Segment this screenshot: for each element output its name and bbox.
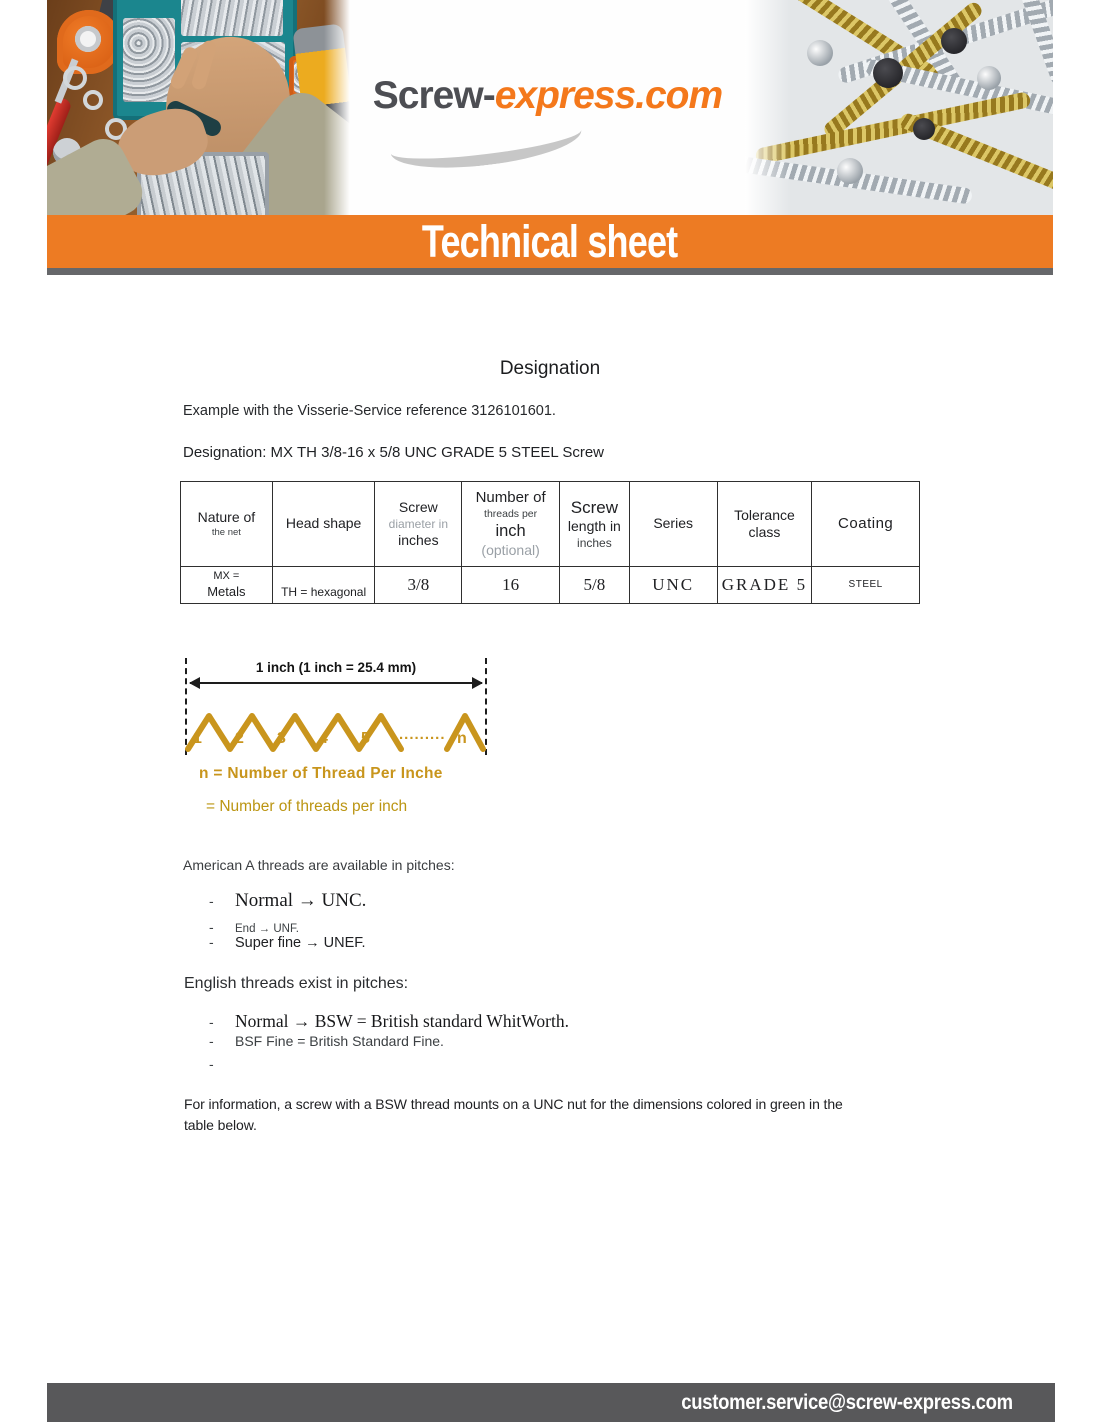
table-header-cell <box>630 482 718 566</box>
table-header-row <box>181 482 919 566</box>
diagram-caption-2: = Number of threads per inch <box>206 798 408 815</box>
thread-diagram <box>185 658 487 755</box>
header-label: Head shape <box>285 515 362 532</box>
decor-screw-head <box>977 66 1001 90</box>
table-cell <box>462 567 560 603</box>
table-cell <box>812 567 919 603</box>
cell-value: 3/8 <box>407 575 430 595</box>
decor-screw-head <box>807 40 833 66</box>
header-label: Tolerance <box>734 506 795 523</box>
header-label: Coating <box>838 514 894 532</box>
table-header-cell <box>560 482 630 566</box>
header-sublabel: inch <box>495 521 526 540</box>
designation-table <box>180 481 920 604</box>
header-label: Nature of <box>197 509 256 526</box>
table-header-cell <box>181 482 273 566</box>
list-item <box>209 890 366 912</box>
decor-screw-head <box>873 58 903 88</box>
example-line: Example with the Visserie-Service reference 3126101601. <box>183 403 556 419</box>
table-cell <box>181 567 273 603</box>
thread-number: 4 <box>319 730 328 747</box>
double-arrow <box>190 682 482 684</box>
decor-screw-head <box>837 158 863 184</box>
table-cell <box>375 567 462 603</box>
logo-text-orange: express.com <box>494 74 723 117</box>
table-header-cell <box>273 482 376 566</box>
header-sublabel: the net <box>211 526 241 538</box>
cell-value: 16 <box>502 575 520 595</box>
cell-value: Metals <box>207 583 246 599</box>
logo-zone <box>350 0 745 215</box>
header-sublabel: threads per <box>484 507 538 520</box>
tape-measure-core <box>75 26 101 52</box>
page-title: Designation <box>499 358 601 379</box>
thread-n-label: n <box>457 730 467 747</box>
list-item <box>209 919 299 935</box>
logo-text-dark: Screw- <box>372 74 495 117</box>
table-cell <box>560 567 630 603</box>
list-item-text: Normal → BSW = British standard WhitWorth. <box>235 1011 569 1031</box>
thread-number: 5 <box>361 730 370 747</box>
bullet-dash: - <box>209 1033 214 1049</box>
inch-label: 1 inch (1 inch = 25.4 mm) <box>255 660 417 675</box>
header-label: Number of <box>475 489 546 506</box>
header-sublabel: diameter in <box>388 516 449 531</box>
bullet-dash: - <box>209 1014 214 1030</box>
thread-ellipsis: ......... <box>399 726 446 743</box>
site-logo <box>350 74 745 118</box>
list-item <box>209 934 366 951</box>
bullet-dash: - <box>209 919 214 935</box>
list-item <box>209 1056 235 1072</box>
decor-screw-head <box>913 118 935 140</box>
thread-number: 3 <box>277 730 286 747</box>
cell-value: UNC <box>652 575 695 595</box>
organizer-compartment-screws <box>181 0 283 36</box>
list-item-text: Super fine → UNEF. <box>235 935 366 951</box>
header-label: Screw <box>570 498 618 518</box>
list-item-text: End → UNF. <box>235 923 299 935</box>
cell-value: MX = <box>213 570 240 582</box>
table-header-cell <box>718 482 813 566</box>
bullet-dash: - <box>209 893 214 909</box>
header-sublabel: (optional) <box>481 541 540 558</box>
header-sublabel: inches <box>577 535 612 550</box>
cell-value: TH = hexagonal <box>281 585 367 599</box>
table-header-cell <box>812 482 919 566</box>
table-header-cell <box>375 482 462 566</box>
list-item-text: BSF Fine = British Standard Fine. <box>235 1033 444 1049</box>
header-sublabel: length in <box>567 518 621 535</box>
designation-line: Designation: MX TH 3/8-16 x 5/8 UNC GRADE 5 STEEL Screw <box>183 444 604 461</box>
photo-screw-pile <box>745 0 1053 215</box>
header-sublabel: class <box>748 524 781 540</box>
washer <box>83 90 103 110</box>
table-row <box>181 566 919 603</box>
table-cell <box>630 567 718 603</box>
american-threads-intro: American A threads are available in pitches: <box>183 857 455 873</box>
banner-title: Technical sheet <box>422 215 678 267</box>
info-note: For information, a screw with a BSW thread mounts on a UNC nut for the dimensions colored in green in the table below. <box>184 1096 843 1133</box>
list-item <box>209 1011 569 1032</box>
contact-email: customer.service@screw-express.com <box>681 1390 1013 1414</box>
banner-underline <box>47 268 1053 275</box>
photo-workbench <box>47 0 350 215</box>
table-header-cell <box>462 482 560 566</box>
header-sublabel: inches <box>398 531 439 548</box>
diagram-caption-1: n = Number of Thread Per Inche <box>199 765 443 782</box>
table-cell <box>273 567 376 603</box>
cell-value: 5/8 <box>583 575 606 595</box>
header-label: Series <box>653 515 693 532</box>
washer <box>63 66 87 90</box>
cell-value: STEEL <box>848 578 883 590</box>
cell-value: GRADE 5 <box>721 575 808 595</box>
footer-bar <box>47 1383 1055 1422</box>
table-cell <box>718 567 813 603</box>
banner <box>47 215 1053 268</box>
list-item-text: Normal → UNC. <box>235 890 367 911</box>
english-threads-intro: English threads exist in pitches: <box>184 975 409 992</box>
thread-number: 2 <box>235 730 244 747</box>
list-item <box>209 1033 444 1049</box>
thread-number: 1 <box>193 730 202 747</box>
bullet-dash: - <box>209 934 214 950</box>
header-label: Screw <box>398 499 438 515</box>
decor-screw-head <box>941 28 967 54</box>
bullet-dash: - <box>209 1056 214 1072</box>
